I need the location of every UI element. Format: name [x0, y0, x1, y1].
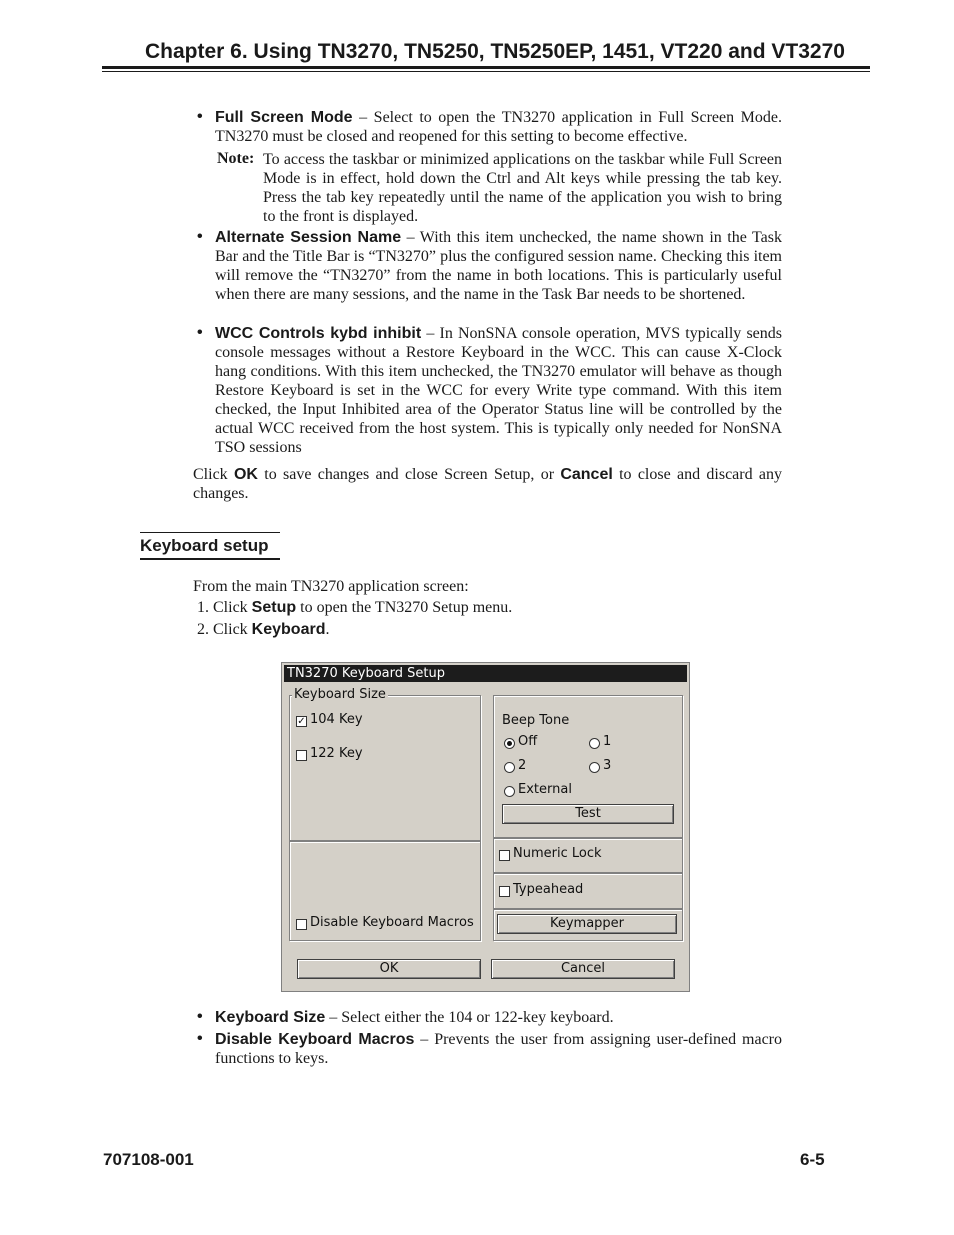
note-text: To access the taskbar or minimized applications on the taskbar while Full Screen Mode is in effect, hold down the Ctrl and Alt keys while pressing the tab key. Press the tab key repeatedly until the name of the application you wish to bring to the front is displayed.: [263, 151, 782, 225]
bullet-label: Keyboard Size: [215, 1009, 326, 1026]
bullet-full-screen-mode: [215, 108, 782, 146]
dialog-title: TN3270 Keyboard Setup: [284, 665, 687, 682]
cancel-term: Cancel: [560, 466, 613, 483]
bullet-alternate-session-name: [215, 228, 782, 304]
keymapper-button[interactable]: Keymapper: [497, 914, 677, 934]
bullet-keyboard-size: [215, 1008, 782, 1027]
note-label: Note:: [217, 150, 255, 167]
step-text: Click: [213, 621, 252, 638]
bullet-disable-macros: [215, 1030, 782, 1068]
header-rule-thin: [102, 71, 870, 72]
closing-text: to close and discard any changes.: [193, 466, 783, 502]
doc-number: 707108-001: [103, 1150, 194, 1169]
bullet-text: – Select to open the TN3270 application in Full Screen Mode. TN3270 must be closed and reopened for this setting to become effective.: [215, 109, 783, 145]
step-term: Setup: [251, 599, 297, 616]
bullet-wcc-controls: [215, 324, 782, 457]
step-text: .: [325, 621, 330, 638]
numeric-lock-label: Numeric Lock: [513, 846, 602, 861]
bullet-dot: •: [197, 1030, 203, 1047]
key122-label: 122 Key: [310, 746, 363, 761]
step-text: to open the TN3270 Setup menu.: [296, 599, 513, 616]
key104-checkbox[interactable]: ✓: [297, 716, 306, 727]
beep-1-radio[interactable]: [589, 738, 600, 749]
section-heading: Keyboard setup: [140, 536, 269, 555]
header-rule-thick: [102, 66, 870, 69]
beep-3-label: 3: [603, 758, 612, 773]
bullet-label: Full Screen Mode: [215, 109, 353, 126]
beep-tone-label: Beep Tone: [502, 713, 570, 728]
typeahead-label: Typeahead: [513, 882, 584, 897]
test-button[interactable]: Test: [502, 804, 674, 824]
intro-text: From the main TN3270 application screen:: [193, 578, 469, 595]
beep-1-label: 1: [603, 734, 612, 749]
beep-external-radio[interactable]: [504, 786, 515, 797]
step-number: 2.: [197, 621, 209, 638]
typeahead-checkbox[interactable]: [499, 886, 510, 897]
bullet-dot: •: [197, 324, 203, 341]
bullet-text: – With this item unchecked, the name shown in the Task Bar and the Title Bar is “TN3270” plus the configured session name. Checking this item will remove the “TN3270” from the name in both locations. This is particularly useful when there are many sessions, and the name in the Task Bar needs to be shortened.: [215, 229, 782, 303]
beep-3-radio[interactable]: [589, 762, 600, 773]
beep-external-label: External: [518, 782, 572, 797]
closing-text: to save changes and close Screen Setup, or: [257, 466, 561, 483]
beep-off-radio[interactable]: [504, 738, 515, 749]
numeric-lock-checkbox[interactable]: [499, 850, 510, 861]
disable-macros-label: Disable Keyboard Macros: [310, 915, 474, 930]
keyboard-size-label: Keyboard Size: [294, 687, 386, 702]
ok-button[interactable]: OK: [297, 959, 481, 979]
bullet-dot: •: [197, 228, 203, 245]
beep-2-radio[interactable]: [504, 762, 515, 773]
key104-label: 104 Key: [310, 712, 363, 727]
closing-text: Click: [193, 466, 234, 483]
step-2: [197, 620, 782, 639]
keyboard-setup-dialog: [281, 662, 690, 992]
bullet-dot: •: [197, 108, 203, 125]
beep-2-label: 2: [518, 758, 527, 773]
key122-checkbox[interactable]: [296, 750, 307, 761]
bullet-text: – Select either the 104 or 122-key keyboard.: [325, 1009, 614, 1026]
cancel-button[interactable]: Cancel: [491, 959, 675, 979]
beep-off-label: Off: [518, 734, 538, 749]
bullet-text: – Prevents the user from assigning user-defined macro functions to keys.: [215, 1031, 782, 1067]
section-overline: [140, 532, 280, 533]
section-underline: [140, 558, 280, 560]
disable-macros-checkbox[interactable]: [296, 919, 307, 930]
bullet-label: Disable Keyboard Macros: [215, 1031, 415, 1048]
step-term: Keyboard: [251, 621, 326, 638]
bullet-dot: •: [197, 1008, 203, 1025]
bullet-label: WCC Controls kybd inhibit: [215, 325, 422, 342]
page-number: 6-5: [800, 1150, 825, 1169]
ok-term: OK: [233, 466, 258, 483]
chapter-title: Chapter 6. Using TN3270, TN5250, TN5250EP, 1451, VT220 and VT3270: [145, 40, 845, 63]
step-1: [197, 598, 782, 617]
step-number: 1.: [197, 599, 209, 616]
bullet-label: Alternate Session Name: [215, 229, 402, 246]
closing-paragraph: [193, 465, 782, 503]
step-text: Click: [213, 599, 252, 616]
bullet-text: – In NonSNA console operation, MVS typically sends console messages without a Restore Keyboard in the WCC. This can cause X-Clock hang conditions. With this item unchecked, the TN3270 emulator will behave as though Restore Keyboard is set in the WCC for every Write type command. With this item checked, the Input Inhibited area of the Operator Status line will be controlled by the actual WCC received from the host system. This is typically only needed for NonSNA TSO sessions: [215, 325, 782, 456]
